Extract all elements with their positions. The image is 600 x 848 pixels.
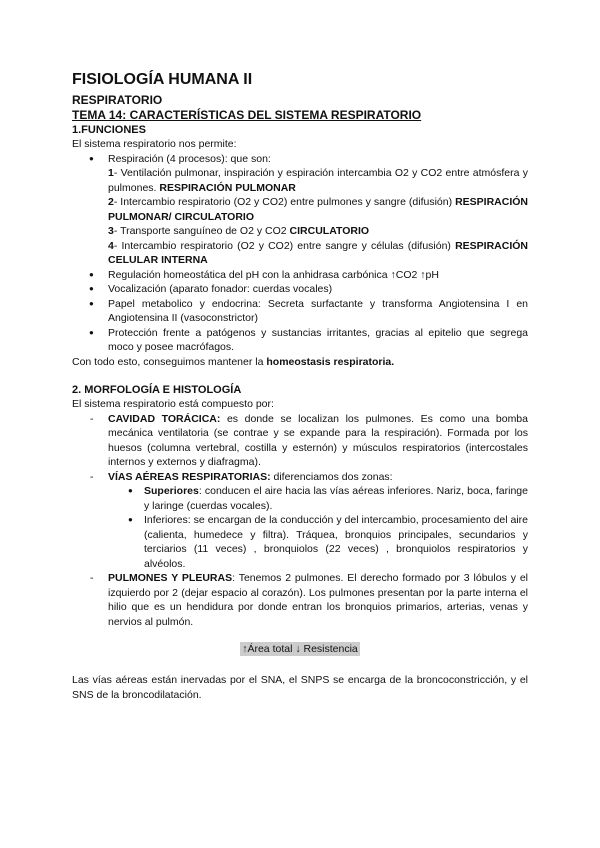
process-1: 1- Ventilación pulmonar, inspiración y espiración intercambia O2 y CO2 entre atmósfera y pulmones. RESPIRACIÓN PULMONAR bbox=[108, 167, 528, 194]
functions-list bbox=[72, 152, 528, 167]
respiration-processes bbox=[72, 166, 528, 268]
list-item-cavidad: - CAVIDAD TORÁCICA: es donde se localizan los pulmones. Es como una bomba mecánica ventilatoria (se contrae y se expande para la respiración). Formada por los huesos (columna vertebral, costilla y esternón) y músculos respiratorios (intercostales internos y externos y diafragma). bbox=[72, 412, 528, 470]
section-heading-funciones: 1.FUNCIONES bbox=[72, 124, 146, 136]
functions-list-cont bbox=[72, 268, 528, 355]
list-item: ● Vocalización (aparato fonador: cuerdas vocales) bbox=[72, 282, 528, 297]
list-item-superiores: ● Superiores: conducen el aire hacia las vías aéreas inferiores. Nariz, boca, faringe y laringe (cuerdas vocales). bbox=[108, 484, 528, 513]
list-item bbox=[72, 152, 528, 167]
document-page bbox=[72, 70, 528, 702]
section-intro: El sistema respiratorio está compuesto por: bbox=[72, 398, 274, 410]
list-item-pulmones: - PULMONES Y PLEURAS: Tenemos 2 pulmones. El derecho formado por 3 lóbulos y el izquierdo por 2 (dejar espacio al corazón). Los pulmones presentan por la parte interna el hilio que es un hendidura por donde entran los bronquios primarios, arterias, venas y nervios al pulmón. bbox=[72, 571, 528, 629]
list-item-inferiores: ● Inferiores: se encargan de la conducción y del intercambio, procesamiento del aire (calienta, humedece y filtra). Tráquea, bronquios principales, secundarios y terciarios (11 veces) , bronquiolos (22 veces) , bronquiolos respiratorios y alvéolos. bbox=[108, 513, 528, 571]
airway-zones bbox=[108, 484, 528, 571]
highlight-row bbox=[72, 639, 528, 657]
list-item: ● Protección frente a patógenos y sustancias irritantes, gracias al epitelio que segrega moco y posee macrófagos. bbox=[72, 326, 528, 355]
list-item: ● Regulación homeostática del pH con la anhidrasa carbónica ↑CO2 ↑pH bbox=[72, 268, 528, 283]
document-subtitle: RESPIRATORIO bbox=[72, 93, 163, 107]
components-list bbox=[72, 412, 528, 630]
document-title: FISIOLOGÍA HUMANA II bbox=[72, 71, 253, 88]
final-paragraph: Las vías aéreas están inervadas por el SNA, el SNPS se encarga de la broncoconstricción, y el SNS de la broncodilatación. bbox=[72, 674, 528, 701]
process-3: 3- Transporte sanguíneo de O2 y CO2 CIRCULATORIO bbox=[108, 225, 370, 237]
highlight-note: ↑Área total ↓ Resistencia bbox=[242, 643, 358, 655]
list-item: ● Papel metabolico y endocrina: Secreta surfactante y transforma Angiotensina I en Angiotensina II (vasoconstrictor) bbox=[72, 297, 528, 326]
respiration-label: Respiración (4 procesos): que son: bbox=[108, 152, 271, 165]
process-4: 4- Intercambio respiratorio (O2 y CO2) entre sangre y células (difusión) RESPIRACIÓN CELULAR INTERNA bbox=[108, 239, 528, 266]
section-intro: El sistema respiratorio nos permite: bbox=[72, 138, 237, 150]
process-2: 2- Intercambio respiratorio (O2 y CO2) entre pulmones y sangre (difusión) RESPIRACIÓN PULMONAR/ CIRCULATORIO bbox=[108, 196, 528, 223]
section-heading-morfologia: 2. MORFOLOGÍA E HISTOLOGÍA bbox=[72, 384, 242, 396]
topic-title: TEMA 14: CARACTERÍSTICAS DEL SISTEMA RESPIRATORIO bbox=[72, 108, 422, 122]
list-item-vias: - VÍAS AÉREAS RESPIRATORIAS: diferenciamos dos zonas: ● Superiores: conducen el aire hacia las vías aéreas inferiores. Nariz, boca, faringe y laringe (cuerdas vocales). ● Inferiores: se encargan de la conducción y del intercambio, procesamiento del aire (calienta, humedece y filtra). Tráquea, bronquios principales, secundarios y terciarios (11 veces) , bronquiolos (22 veces) , bronquiolos respiratorios y alvéolos. bbox=[72, 470, 528, 572]
section-closing: Con todo esto, conseguimos mantener la homeostasis respiratoria. bbox=[72, 355, 395, 368]
